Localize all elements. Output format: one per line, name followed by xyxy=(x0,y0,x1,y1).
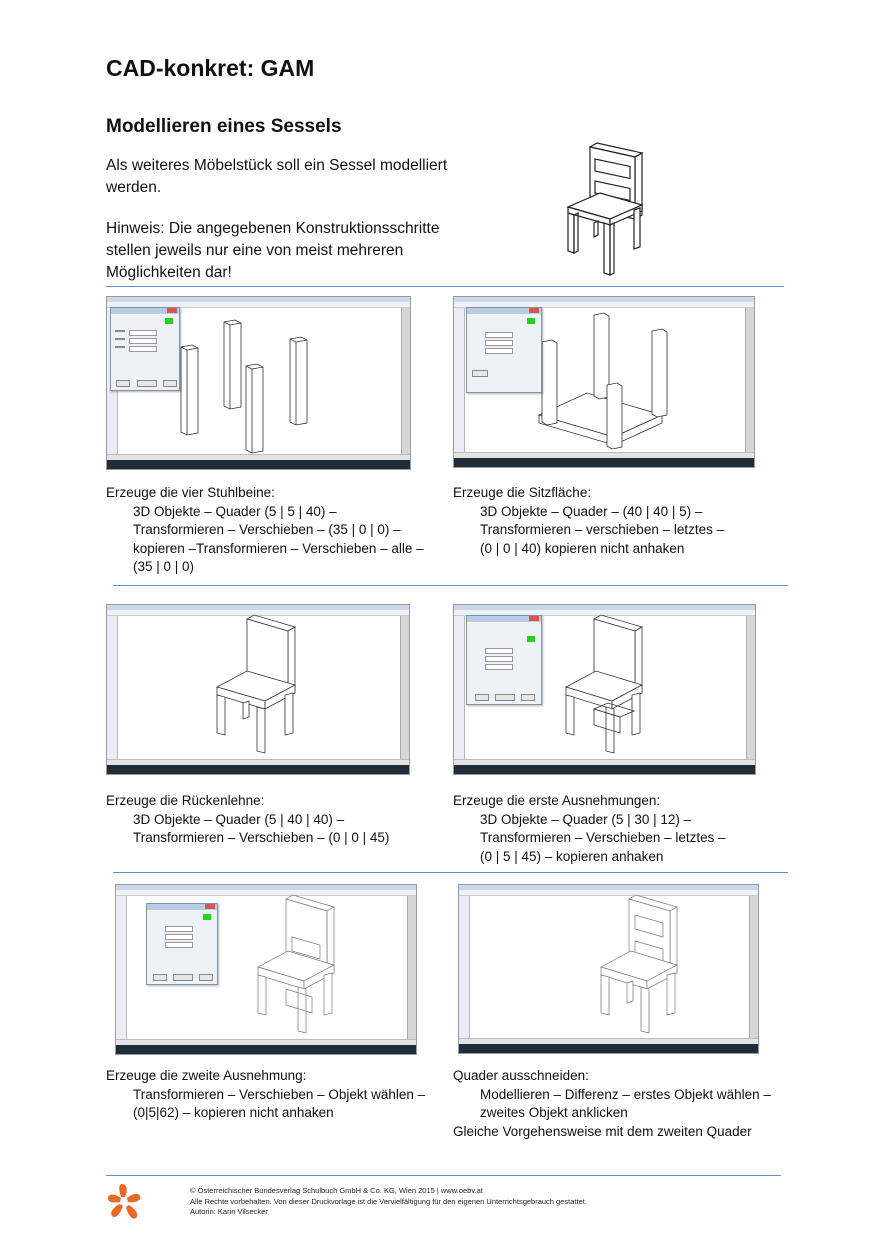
cancel-button[interactable] xyxy=(495,694,515,701)
close-icon[interactable] xyxy=(205,904,215,909)
divider xyxy=(106,286,784,287)
step-line: zweites Objekt anklicken xyxy=(480,1105,628,1120)
z-field[interactable] xyxy=(485,348,513,354)
apply-button[interactable] xyxy=(472,370,488,377)
step-6-caption xyxy=(453,1067,793,1141)
y-field[interactable] xyxy=(485,340,513,346)
screenshot-recess-2 xyxy=(115,884,417,1055)
y-field[interactable] xyxy=(129,338,157,344)
step-line: Transformieren – Verschieben – (35 | 0 | 0) – xyxy=(133,522,401,537)
footer-divider xyxy=(106,1175,781,1176)
screenshot-backrest xyxy=(106,604,410,775)
step-1-caption xyxy=(106,484,446,577)
x-field[interactable] xyxy=(165,926,193,932)
screenshot-recess-1 xyxy=(453,604,756,775)
step-5-caption xyxy=(106,1067,446,1123)
chair-illustration xyxy=(555,135,655,280)
step-line: (0 | 0 | 40) kopieren nicht anhaken xyxy=(480,540,685,556)
x-field[interactable] xyxy=(485,648,513,654)
transform-dialog xyxy=(146,903,218,985)
step-line: kopieren –Transformieren – Verschieben – alle – xyxy=(133,540,424,556)
footer-line: Alle Rechte vorbehalten. Von dieser Druckvorlage ist die Vervielfältigung für den eigenen Unterrichtsgebrauch gestattet. xyxy=(190,1196,587,1206)
backrest-model xyxy=(107,605,409,774)
x-field[interactable] xyxy=(485,332,513,338)
step-line: Transformieren – Verschieben – (0 | 0 | 45) xyxy=(133,830,390,845)
step-line: Modellieren – Differenz – erstes Objekt wählen – xyxy=(480,1086,771,1102)
hint-line: Möglichkeiten dar! xyxy=(106,264,232,281)
step-line: 3D Objekte – Quader – (40 | 40 | 5) – xyxy=(480,503,703,519)
step-line: (0 | 5 | 45) – kopieren anhaken xyxy=(480,848,664,864)
z-field[interactable] xyxy=(165,942,193,948)
intro-line: Als weiteres Möbelstück soll ein Sessel modelliert xyxy=(106,157,448,174)
x-field[interactable] xyxy=(129,330,157,336)
step-line: Transformieren – Verschieben – Objekt wählen – xyxy=(133,1086,426,1102)
step-title: Erzeuge die Sitzfläche: xyxy=(453,485,592,500)
step-title: Erzeuge die vier Stuhlbeine: xyxy=(106,485,275,500)
ok-button[interactable] xyxy=(116,380,130,387)
step-line: 3D Objekte – Quader (5 | 5 | 40) – xyxy=(133,503,337,519)
ok-button[interactable] xyxy=(153,974,167,981)
hint-line: stellen jeweils nur eine von meist mehreren xyxy=(106,242,404,259)
screenshot-seat xyxy=(453,296,755,468)
cancel-button[interactable] xyxy=(137,380,157,387)
close-icon[interactable] xyxy=(529,308,539,313)
close-icon[interactable] xyxy=(167,308,177,313)
hint-text xyxy=(106,218,439,284)
z-field[interactable] xyxy=(485,664,513,670)
intro-line: werden. xyxy=(106,179,162,196)
divider xyxy=(113,872,788,873)
step-2-caption xyxy=(453,484,783,558)
step-line: Transformieren – verschieben – letztes – xyxy=(480,522,725,537)
y-field[interactable] xyxy=(165,934,193,940)
step-title: Quader ausschneiden: xyxy=(453,1068,589,1083)
hint-line: Hinweis: Die angegebenen Konstruktionsschritte xyxy=(106,220,440,237)
cancel-button[interactable] xyxy=(173,974,193,981)
transform-dialog xyxy=(466,615,542,705)
footer xyxy=(190,1186,587,1218)
step-title: Erzeuge die zweite Ausnehmung: xyxy=(106,1068,307,1083)
step-extra: Gleiche Vorgehensweise mit dem zweiten Quader xyxy=(453,1123,752,1139)
screenshot-legs xyxy=(106,296,411,470)
help-button[interactable] xyxy=(199,974,213,981)
close-icon[interactable] xyxy=(529,616,539,621)
y-field[interactable] xyxy=(485,656,513,662)
divider xyxy=(113,585,788,586)
transform-dialog xyxy=(466,307,542,393)
screenshot-cut xyxy=(458,884,759,1054)
footer-line: Autorin: Karin Vilsecker xyxy=(190,1207,268,1216)
transform-dialog xyxy=(110,307,180,391)
help-button[interactable] xyxy=(521,694,535,701)
step-3-caption xyxy=(106,792,446,848)
step-line: 3D Objekte – Quader (5 | 30 | 12) – xyxy=(480,811,692,827)
z-field[interactable] xyxy=(129,346,157,352)
step-title: Erzeuge die Rückenlehne: xyxy=(106,793,265,808)
intro-text xyxy=(106,155,447,199)
page-title: CAD-konkret: GAM xyxy=(106,55,315,81)
oebv-logo-icon xyxy=(104,1182,144,1222)
step-4-caption xyxy=(453,792,783,866)
step-line: (35 | 0 | 0) xyxy=(133,559,195,574)
step-line: (0|5|62) – kopieren nicht anhaken xyxy=(133,1105,334,1120)
step-line: Transformieren – Verschieben – letztes – xyxy=(480,830,726,845)
ok-button[interactable] xyxy=(475,694,489,701)
section-title: Modellieren eines Sessels xyxy=(106,116,342,137)
step-title: Erzeuge die erste Ausnehmungen: xyxy=(453,793,661,808)
cut-model xyxy=(459,885,758,1053)
step-line: 3D Objekte – Quader (5 | 40 | 40) – xyxy=(133,811,345,827)
footer-line: © Österreichischer Bundesverlag Schulbuch GmbH & Co. KG, Wien 2015 | www.oebv.at xyxy=(190,1186,483,1195)
help-button[interactable] xyxy=(163,380,177,387)
